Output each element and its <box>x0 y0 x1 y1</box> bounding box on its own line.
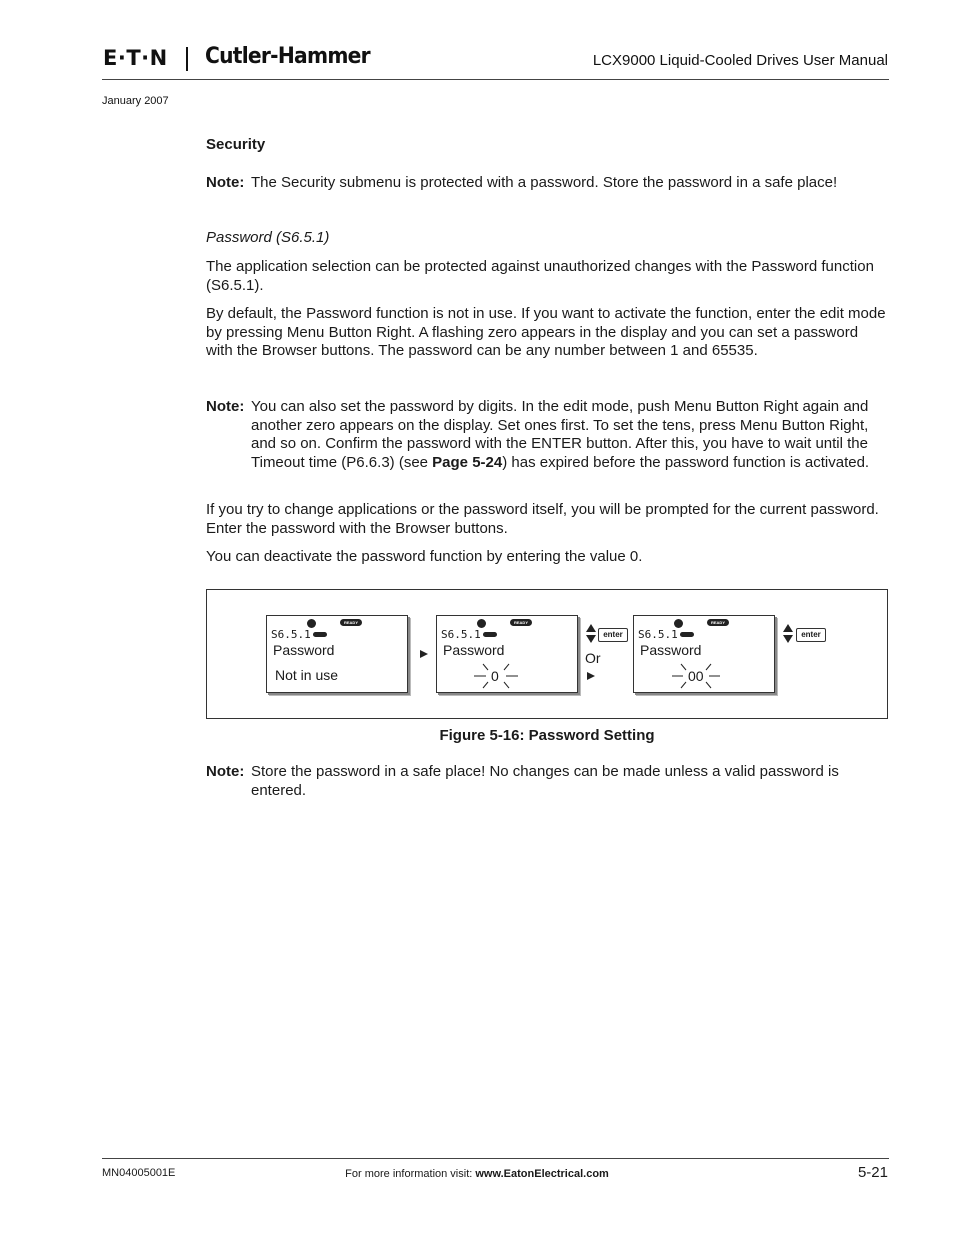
header-rule <box>102 79 889 80</box>
menu-right-arrow-icon <box>587 672 595 680</box>
up-down-arrows-icon <box>586 624 596 644</box>
website-link[interactable]: www.EatonElectrical.com <box>475 1168 609 1180</box>
note-store-password <box>206 763 886 800</box>
status-pill-icon <box>680 632 694 637</box>
paragraph-change: If you try to change applications or the password itself, you will be prompted for the current password. Enter the password with the Browser buttons. <box>206 501 879 537</box>
control-icon <box>674 619 683 628</box>
or-label: Or <box>585 650 601 666</box>
footer-rule <box>102 1158 889 1159</box>
page-number: 5-21 <box>857 1164 888 1181</box>
menu-code: S6.5.1 <box>638 628 678 641</box>
control-icon <box>477 619 486 628</box>
note-text: You can also set the password by digits. In the edit mode, push Menu Button Right again and another zero appears on the display. Set ones first. To set the tens, press Menu Button Right, and so on. Confirm the password with the ENTER button. After this, you have to wait until the Timeout time (P6.6.3) (see Page 5-24) has expired before the password function is activated. <box>251 398 870 472</box>
display-value: 00 <box>688 668 704 684</box>
menu-code: S6.5.1 <box>271 628 311 641</box>
note-digits <box>206 398 886 473</box>
note-text: Store the password in a safe place! No changes can be made unless a valid password is entered. <box>251 763 839 799</box>
enter-button-icon: enter <box>598 628 628 642</box>
logo-divider <box>186 47 188 71</box>
cutler-hammer-logo: Cutler-Hammer <box>205 44 370 69</box>
status-pill-icon <box>313 632 327 637</box>
figure-caption: Figure 5-16: Password Setting <box>439 727 655 744</box>
footer-info: For more information visit: www.EatonElectrical.com <box>345 1168 609 1180</box>
keypad-display-2 <box>436 615 578 693</box>
document-number: MN04005001E <box>102 1167 176 1179</box>
publication-date: January 2007 <box>102 95 169 107</box>
menu-right-arrow-icon <box>420 650 428 658</box>
paragraph-protection: The application selection can be protected against unauthorized changes with the Password function (S6.5.1). <box>206 258 874 294</box>
display-value: Not in use <box>275 667 339 683</box>
ready-indicator: READY <box>510 619 532 626</box>
display-label: Password <box>443 642 505 658</box>
note-security <box>206 174 886 193</box>
keypad-display-1 <box>266 615 408 693</box>
section-title: Security <box>206 136 266 153</box>
ready-indicator: READY <box>340 619 362 626</box>
page-reference-link[interactable]: Page 5-24 <box>432 454 503 472</box>
control-icon <box>307 619 316 628</box>
display-label: Password <box>640 642 702 658</box>
menu-code: S6.5.1 <box>441 628 481 641</box>
keypad-display-3 <box>633 615 775 693</box>
document-title: LCX9000 Liquid-Cooled Drives User Manual <box>592 52 888 69</box>
enter-button-icon: enter <box>796 628 826 642</box>
note-label: Note: <box>206 174 245 191</box>
display-value: 0 <box>491 668 499 684</box>
note-label: Note: <box>206 398 245 415</box>
paragraph-default: By default, the Password function is not in use. If you want to activate the function, enter the edit mode by pressing Menu Button Right. A flashing zero appears in the display and you can set a password with the Browser buttons. The password can be any number between 1 and 65535. <box>206 305 886 360</box>
subheading-password: Password (S6.5.1) <box>206 229 330 246</box>
note-label: Note: <box>206 763 245 780</box>
paragraph-deactivate: You can deactivate the password function by entering the value 0. <box>206 548 643 565</box>
status-pill-icon <box>483 632 497 637</box>
up-down-arrows-icon <box>783 624 793 644</box>
note-text: The Security submenu is protected with a password. Store the password in a safe place! <box>251 174 838 191</box>
password-setting-figure <box>206 589 888 719</box>
eaton-logo: E·T·N <box>103 46 168 70</box>
ready-indicator: READY <box>707 619 729 626</box>
display-label: Password <box>273 642 335 658</box>
